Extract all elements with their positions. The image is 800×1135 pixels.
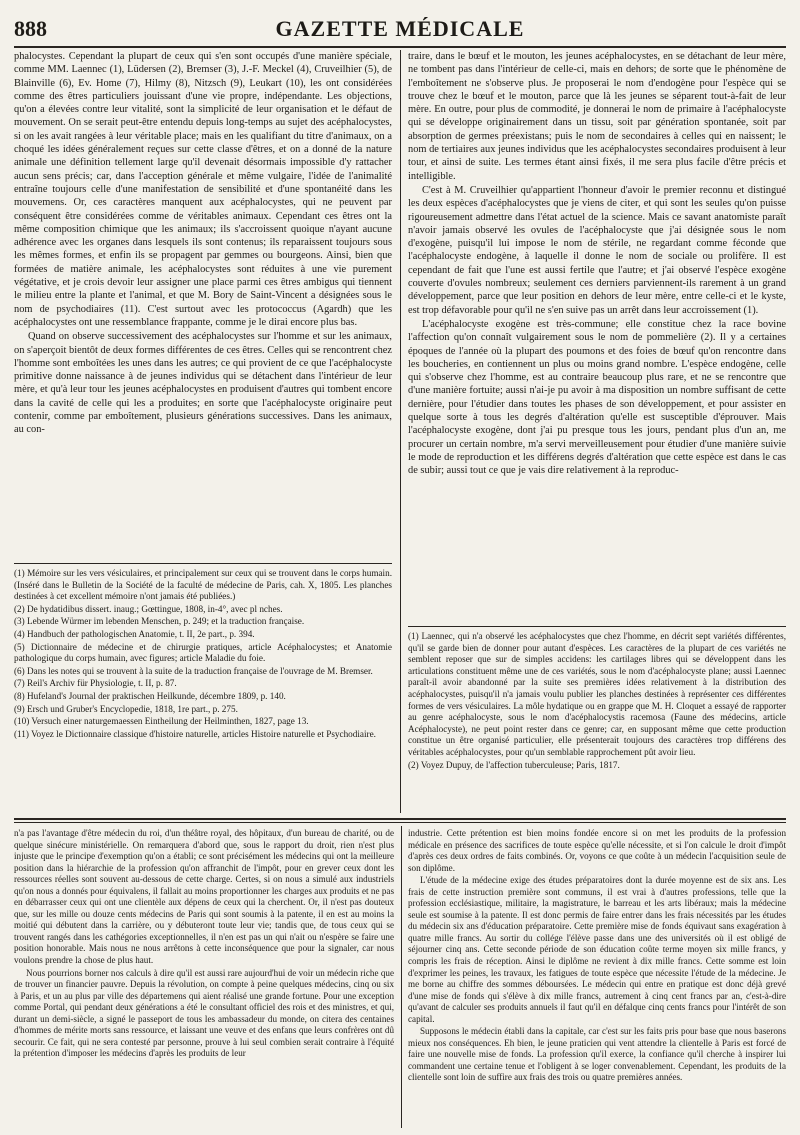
footnote: (6) Dans les notes qui se trouvent à la suite de la traduction française de l'ouvrage de M. Bremser. xyxy=(14,665,373,676)
page-header xyxy=(14,16,786,44)
footnote: (1) Laennec, qui n'a observé les acéphalocystes que chez l'homme, en décrit sept variétés différentes, qu'il se garde bien de donner pour autant d'espèces. Les caractères de la plupart de ces variétés ne semblent reposer que sur de simples accidens: les cartilages libres qui se développent dans les articulations constituent même une de ces variétés, sous le nom d'acéphalocyste plane; aussi Laennec paraît-il avoir abandonné par la suite ses premières idées relativement à la distribution des acéphalocystes, puisqu'il n'a jamais voulu publier les planches destinées à représenter ces différentes formes de vers vésiculaires. La môle hydatique ou en grappe que M. H. Cloquet a essayé de rapporter au genre acéphalocyste, sous le nom d'acéphalocystis racemosa (Faune des médecins, article Acéphalocyste), ne peut point rester dans ce genre; car, en supposant même que cette production constitue un être organisé particulier, elle présenterait toujours des caractères trop différens des véritables acéphalocystes, pour qu'un semblable rapprochement pût avoir lieu. xyxy=(408,631,786,757)
bottom-right-column xyxy=(408,828,786,1128)
section-rule xyxy=(14,818,786,820)
left-column xyxy=(14,50,392,555)
bottom-column-divider xyxy=(401,826,402,1128)
footnote: (11) Voyez le Dictionnaire classique d'histoire naturelle, articles Histoire naturelle et Psychodiaire. xyxy=(14,728,376,739)
footnote: (10) Versuch einer naturgemaessen Eintheilung der Heilminthen, 1827, page 13. xyxy=(14,716,309,727)
page-number: 888 xyxy=(14,16,47,41)
masthead-title: GAZETTE MÉDICALE xyxy=(275,16,525,41)
right-paragraph-1: traire, dans le bœuf et le mouton, les jeunes acéphalocystes, en se détachant de leur mère, ne tombent pas dans l'intérieur de celle-ci, mais en dehors; de sorte que le phénomène de l'emboîtement ne s'observe plus. Je proposerai le nom d'endogène pour l'espèce qui se trouve chez le bœuf et le mouton, parce que là les jeunes se séparent tout-à-fait de leur mère. En outre, pour plus de commodité, je donnerai le nom de primaire à l'acéphalocyste qui se développe originairement dans un tissu, soit par génération spontanée, soit par absorption de germes préexistans; puis le nom de secondaires à celles qui en naissent; le nom de tertiaires aux jeunes individus que les acéphalocystes secondaires produisent à leur tour, et ainsi de suite. Les termes étant ainsi fixés, il me sera plus facile d'être précis et intelligible. xyxy=(408,51,786,182)
bottom-left-column xyxy=(14,828,394,1128)
section-rule-thin xyxy=(14,822,786,823)
footnote: (3) Lebende Würmer im lebenden Menschen, p. 249; et la traduction française. xyxy=(14,616,305,627)
bottom-right-paragraph-1: industrie. Cette prétention est bien moins fondée encore si on met les produits de la profession médicale en présence des sacrifices de toute espèce qu'elle nécessite, et si l'on calcule le droit d'impôt d'après ces deux ordres de faits combinés. Or, voyons ce que coûte à un médecin l'acquisition seule de son diplôme. xyxy=(408,828,786,873)
left-footnote-rule xyxy=(14,563,392,564)
footnote: (1) Mémoire sur les vers vésiculaires, et principalement sur ceux qui se trouvent dans le corps humain. (Inséré dans le Bulletin de la Société de la faculté de médecine de Paris, cah. X, 1805. Les planches destinées à cet excellent mémoire n'ont jamais été publiées.) xyxy=(14,568,392,602)
right-paragraph-2: C'est à M. Cruveilhier qu'appartient l'honneur d'avoir le premier reconnu et distingué les deux espèces d'acéphalocystes que je viens de citer, et qui sont les seules qu'on puisse rigoureusement admettre dans l'état actuel de la science. Mais ce savant anatomiste paraît n'avoir jamais observé les ovules de l'acéphalocyste que j'ai désignée sous le nom d'exogène, puisqu'il lui impose le nom de stérile, ne regardant comme féconde que l'acéphalocyste endogène, à laquelle il donne le nom de sociale ou prolifère. Il est cependant de fait que l'une est aussi fertile que l'autre; et j'ai observé l'espèce exogène couverte d'ovules nombreux; seulement ces derniers parviennent-ils rarement à un grand développement, parce que leur position en dehors de leur mère, entre celle-ci et le kyste, est trop défavorable pour qu'il ne s'en suive pas un arrêt dans leur accroissement (1). xyxy=(408,184,786,316)
footnote: (7) Reil's Archiv für Physiologie, t. II, p. 87. xyxy=(14,678,177,689)
left-footnotes xyxy=(14,568,392,810)
bottom-left-paragraph-1: n'a pas l'avantage d'être médecin du roi, d'un théâtre royal, des hôpitaux, d'un bureau de charité, ou de quelque sinécure ministérielle. On remarquera d'abord que, sous le rapport du droit, rien n'est plus injuste que le principe d'exemption qu'on a établi; ce sont précisément les médecins qui ont la meilleure position dans la hiérarchie de la profession qu'on affranchit de l'impôt, pour en grever ceux dont les ressources réelles sont souvent au-dessous de cette charge. Certes, si on nous a simulé aux industriels qu'on nous a donnés pour équivalens, il fallait au moins proportionner les charges aux produits et ne pas en débarrasser ceux qui ont une clientèle aux dépens de ceux qui la cherchent. Or, il n'est pas douteux que, sur les mille ou douze cents médecins de Paris qui sont soumis à la patente, il en est au moins la moitié qui débutent dans la carrière, ou y débuteront toute leur vie; tandis que, de tous ceux qui se trouvent rangés dans les cathégories exceptionnelles, il n'en est pas un qui n'ait ou n'espère se faire une position honorable. Mais nous ne nous arrêtons à cette inconséquence que pour la signaler, car nous voulons prendre la chose de plus haut. xyxy=(14,828,394,966)
footnote: (4) Handbuch der pathologischen Anatomie, t. II, 2e part., p. 394. xyxy=(14,628,255,639)
right-footnote-rule xyxy=(408,626,786,627)
bottom-right-paragraph-3: Supposons le médecin établi dans la capitale, car c'est sur les faits pris pour base que nous baserons mieux nos conséquences. Eh bien, le jeune praticien qui vent attendre la clientelle à Paris est forcé de faire une nouvelle mise de fonds. La profession qu'il exerce, la confiance qu'il cherche à inspirer lui commandent une certaine tenue et l'obligent à se loger convenablement. Cependant, les produits de la clientelle sont loin de suffire aux frais des trois ou quatre premières années. xyxy=(408,1026,786,1083)
right-column xyxy=(408,50,786,618)
footnote: (2) Voyez Dupuy, de l'affection tuberculeuse; Paris, 1817. xyxy=(408,759,620,770)
footnote: (9) Ersch und Gruber's Encyclopedie, 1818, 1re part., p. 275. xyxy=(14,703,238,714)
bottom-right-paragraph-2: L'étude de la médecine exige des études préparatoires dont la durée moyenne est de six ans. Les frais de cette instruction première sont communs, il est vrai à d'autres professions, telle que la profession ecclésiastique, militaire, la magistrature, le barreau et les arts libéraux; mais la médecine seule est soumise à la patente. Il est donc permis de faire entrer dans les frais nécessités par les études du médecin six ans d'éducation préparatoire. Cette première mise de fonds équivaut sans exagération à quatre mille francs. Au sortir du collége l'élève passe dans une des universités où il est obligé de séjourner cinq ans. Cette seconde période de son éducation coûte terme moyen six mille francs, y compris les frais de réception. Ainsi le diplôme ne revient à dix mille francs. Cette somme est loin d'exprimer les peines, les travaux, les fatigues de toute espèce que nécessite l'étude de la médecine. Je me borne au chiffre des sommes déboursées. Le médecin qui entre en pratique est donc déjà grevé d'une mise de fonds qui s'élève à dix mille francs, autrement à cinq cent francs par an, c'est-à-dire qu'avant de calculer ses produits annuels il faut qu'il en défalque cinq cents francs pour l'intérêt de son capital. xyxy=(408,875,786,1024)
footnote: (8) Hufeland's Journal der praktischen Heilkunde, décembre 1809, p. 140. xyxy=(14,690,286,701)
footnote: (2) De hydatidibus dissert. inaug.; Gœttingue, 1808, in-4°, avec pl nches. xyxy=(14,603,283,614)
header-rule xyxy=(14,46,786,48)
bottom-left-paragraph-2: Nous pourrions borner nos calculs à dire qu'il est aussi rare aujourd'hui de voir un médecin riche que de trouver un financier pauvre. Depuis la révolution, on compte à peine quelques médecins, cinq ou six à Paris, et un au plus par ville des départemens qui aient réalisé une grande fortune. Pour une exception comme Portal, qui pendant deux générations a été le consultant officiel des rois et des ministres, et qui, durant un demi-siècle, a signé le passeport de tous les ambassadeur du monde, on citera des centaines d'hommes de mérite morts sans ressource, et laissant une veuve et des enfans que leurs confrères ont dû secourir. Ce fait, qui ne sera contesté par personne, prouve à lui seul combien serait contraire à l'équité la prétention d'imposer les médecins d'après les produits de leur xyxy=(14,967,394,1059)
footnote: (5) Dictionnaire de médecine et de chirurgie pratiques, article Acéphalocystes; et Anatomie pathologique du corps humain, avec figures; article Maladie du foie. xyxy=(14,641,392,664)
column-divider xyxy=(400,50,401,813)
right-footnotes xyxy=(408,631,786,813)
left-paragraph-1: phalocystes. Cependant la plupart de ceux qui s'en sont occupés d'une manière spéciale, comme MM. Laennec (1), Lüdersen (2), Bremser (3), J.-F. Meckel (4), Cruveilhier (5), de Blainville (6), Ev. Home (7), Hilmy (8), Nitzsch (9), Leukart (10), les ont considérées comme des êtres particuliers jouissant d'une vie propre, indépendante. Les objections, qu'on a élevées contre leur vitalité, sont la simplicité de leur organisation et le défaut de mouvement. On se serait peut-être entendu depuis long-temps au sujet des acéphalocystes, si on les avait rangées à leur véritable place; mais en les qualifiant du titre d'animaux, on a choqué les idées généralement reçues sur cette classe d'êtres, et on a donné de la nature animale une définition tellement large qu'il devenait désormais impossible d'y rattacher aucun sens précis; car, dans l'acception générale et même vulgaire, l'idée de l'animalité entraîne toujours celle d'une manifestation de sensibilité et d'une spontanéité dans les mouvemens. Or, ces caractères manquent aux acéphalocystes, qui ne peuvent par conséquent être considérées comme de véritables animaux. Cependant ces êtres ont la même composition chimique que les animaux; ils s'accroissent quoique n'ayant aucune adhérence avec les organes dans lesquels ils sont contenus; ils reparaissent toujours sous les mêmes formes, et enfin ils se propagent par gemmes ou bourgeons. Ainsi, bien que formées de matière animale, les acéphalocystes sont réduites à une vie purement végétative, et je crois devoir leur assigner une place parmi ces êtres ambigus qui tiennent le milieu entre la plante et l'animal, et que M. Bory de Saint-Vincent a désignées sous le nom de psychodiaires (11). C'est surtout avec les protococcus (Agardh) que les acéphalocystes ont une ressemblance frappante, comme je le dirai encore plus bas. xyxy=(14,51,392,328)
left-paragraph-2: Quand on observe successivement des acéphalocystes sur l'homme et sur les animaux, on s'aperçoit bientôt de deux formes différentes de ces êtres. Celles qui se rencontrent chez l'homme sont emboîtées les unes dans les autres; ce qui provient de ce que l'acéphalocyste primitive donne naissance à de jeunes individus qui se détachent dans l'intérieur de leur mère, et qu'à leur tour les jeunes acéphalocystes en produisent d'autres qui tombent encore dans la cavité de celle qui les a produites; en sorte que l'acéphalocyste originaire peut contenir, comme par emboîtement, plusieurs générations successives. Dans les animaux, au con- xyxy=(14,331,392,436)
right-paragraph-3: L'acéphalocyste exogène est très-commune; elle constitue chez la race bovine l'affection qu'on connaît vulgairement sous le nom de pommelière (2). Il y a certaines époques de l'année où la plupart des poumons et des foies de bœuf qu'on rencontre dans les boucheries, en contiennent un plus ou moins grand nombre. L'espèce endogène, celle qui s'observe chez l'homme, est au contraire beaucoup plus rare, et ne se rencontre que d'une manière fortuite; aussi n'ai-je pu avoir à ma disposition un nombre suffisant de cette dernière, pour l'étudier dans toutes les phases de son développement, et pour assister en quelque sorte à tous les degrés d'altération qu'elle est susceptible d'éprouver. Mais l'acéphalocyste exogène, dont j'ai pu presque tous les jours, pendant plus d'un an, me procurer un certain nombre, m'a servi merveilleusement pour étudier d'une manière suivie le mode de reproduction et les différens degrés d'altération que cette espèce est dans le cas de subir; aussi tout ce que je vais dire relativement à la reproduc- xyxy=(408,318,786,477)
